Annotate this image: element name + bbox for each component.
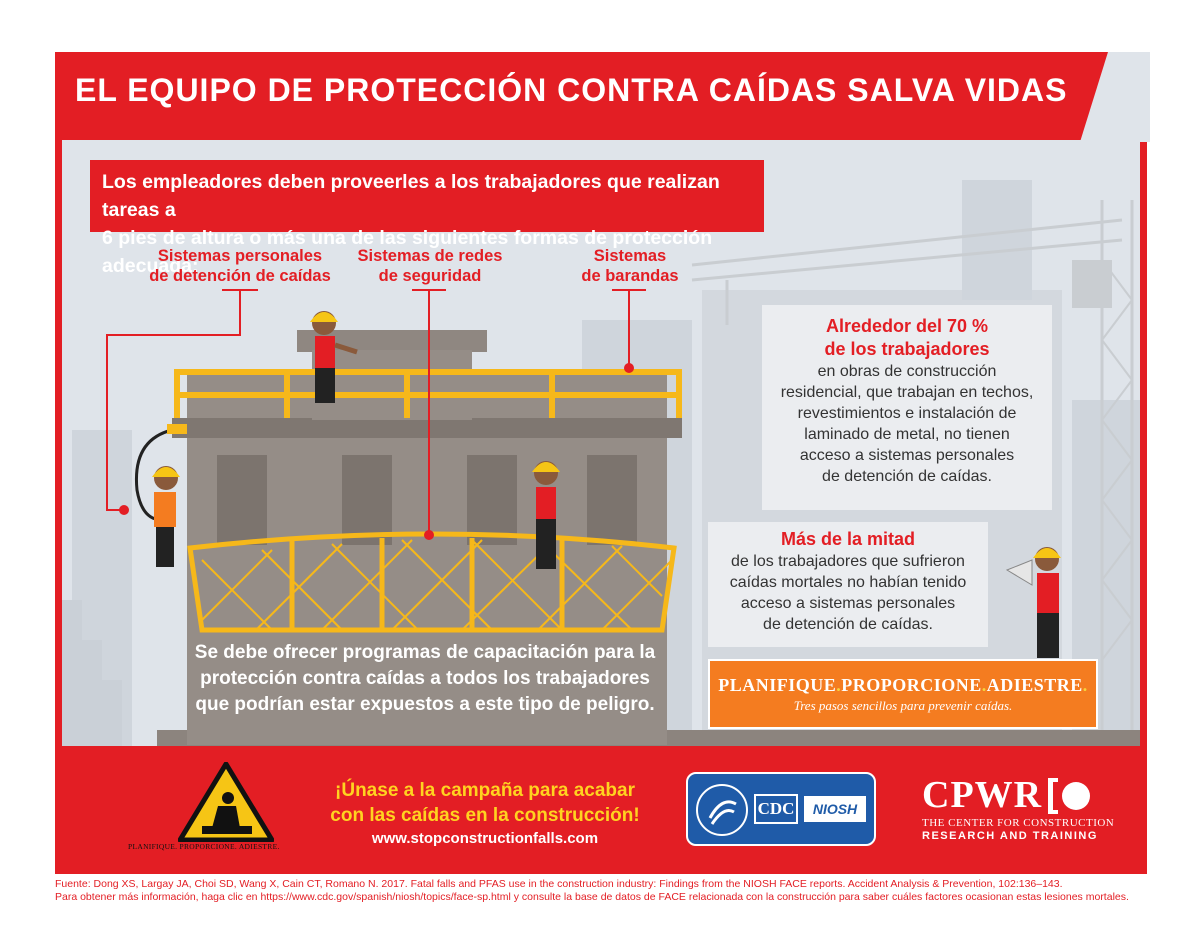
- label-safety-nets: Sistemas de redes de seguridad: [357, 247, 503, 285]
- footer-source: [55, 878, 1147, 904]
- warning-sign-icon: [178, 762, 274, 842]
- campaign-line-1: ¡Únase a la campaña para acabar: [335, 780, 635, 801]
- footer-more-info: Para obtener más información, haga clic en https://www.cdc.gov/spanish/niosh/topics/face-sp.html y consulte la base de datos de FACE relacionada con la construcción para saber cuáles factores ocasionan estas lesiones mortales.: [55, 891, 1129, 903]
- stat1-highlight-1: Alrededor del 70 %: [825, 316, 989, 336]
- cpwr-subtitle-2: RESEARCH AND TRAINING: [922, 830, 1098, 842]
- intro-line-2: 6 pies de altura o más una de las siguientes formas de protección adecuada:: [102, 227, 713, 277]
- campaign-line-2: con las caídas en la construcción!: [330, 805, 640, 826]
- stat1-highlight-2: de los trabajadores: [824, 339, 990, 359]
- footer-citation: Fuente: Dong XS, Largay JA, Choi SD, Wang X, Cain CT, Romano N. 2017. Fatal falls and PFAS use in the construction industry: Findings from the NIOSH FACE reports. Accident Analysis & Prevention, 102:136–143.: [55, 878, 1063, 890]
- page-title: EL EQUIPO DE PROTECCIÓN CONTRA CAÍDAS SALVA VIDAS: [75, 72, 1068, 108]
- stat2-line: de los trabajadores que sufrieron: [731, 553, 965, 570]
- stat1-line: residencial, que trabajan en techos,: [780, 384, 1034, 401]
- cpwr-logo: CPWR: [922, 774, 1043, 816]
- stat2-highlight: Más de la mitad: [780, 529, 916, 549]
- stat-box-more-than-half: [708, 522, 988, 647]
- plan-title: PLANIFIQUE.PROPORCIONE.ADIESTRE.: [718, 675, 1088, 695]
- plan-word-1: PLANIFIQUE: [718, 675, 837, 695]
- plan-word-3: ADIESTRE: [986, 675, 1083, 695]
- stat2-line: acceso a sistemas personales: [740, 595, 956, 612]
- stat2-line: de detención de caídas.: [763, 616, 933, 633]
- cpwr-mark-icon: [1046, 776, 1092, 816]
- hhs-seal-icon: [694, 782, 750, 838]
- stat1-line: de detención de caídas.: [822, 468, 992, 485]
- stat1-line: en obras de construcción: [817, 363, 997, 380]
- label-personal-fall-arrest: Sistemas personales de detención de caídas: [149, 247, 331, 285]
- training-message: Se debe ofrecer programas de capacitación para la protección contra caídas a todos los trabajadores que podrían estar expuestos a este tipo de peligro.: [194, 642, 656, 715]
- sign-caption: PLANIFIQUE. PROPORCIONE. ADIESTRE.: [128, 842, 280, 851]
- cdc-logo: CDC: [754, 794, 798, 824]
- intro-line-1: Los empleadores deben proveerles a los trabajadores que realizan tareas a: [102, 171, 720, 221]
- stat1-line: acceso a sistemas personales: [799, 447, 1015, 464]
- plan-word-2: PROPORCIONE: [841, 675, 982, 695]
- niosh-logo: NIOSH: [804, 796, 866, 822]
- campaign-message: [300, 778, 670, 828]
- cdc-niosh-logo: [686, 772, 876, 846]
- plan-subtitle: Tres pasos sencillos para prevenir caídas.: [793, 698, 1013, 713]
- stat-box-70-percent: [762, 305, 1052, 510]
- stat2-line: caídas mortales no habían tenido: [729, 574, 967, 591]
- stat1-line: laminado de metal, no tienen: [804, 426, 1010, 443]
- plan-provide-train-box: [708, 659, 1098, 729]
- label-guardrails: Sistemas de barandas: [581, 247, 679, 285]
- cpwr-subtitle-1: THE CENTER FOR CONSTRUCTION: [922, 817, 1115, 829]
- header-corner-cut: [1080, 52, 1150, 142]
- campaign-url-link[interactable]: www.stopconstructionfalls.com: [371, 830, 599, 847]
- stat1-line: revestimientos e instalación de: [797, 405, 1017, 422]
